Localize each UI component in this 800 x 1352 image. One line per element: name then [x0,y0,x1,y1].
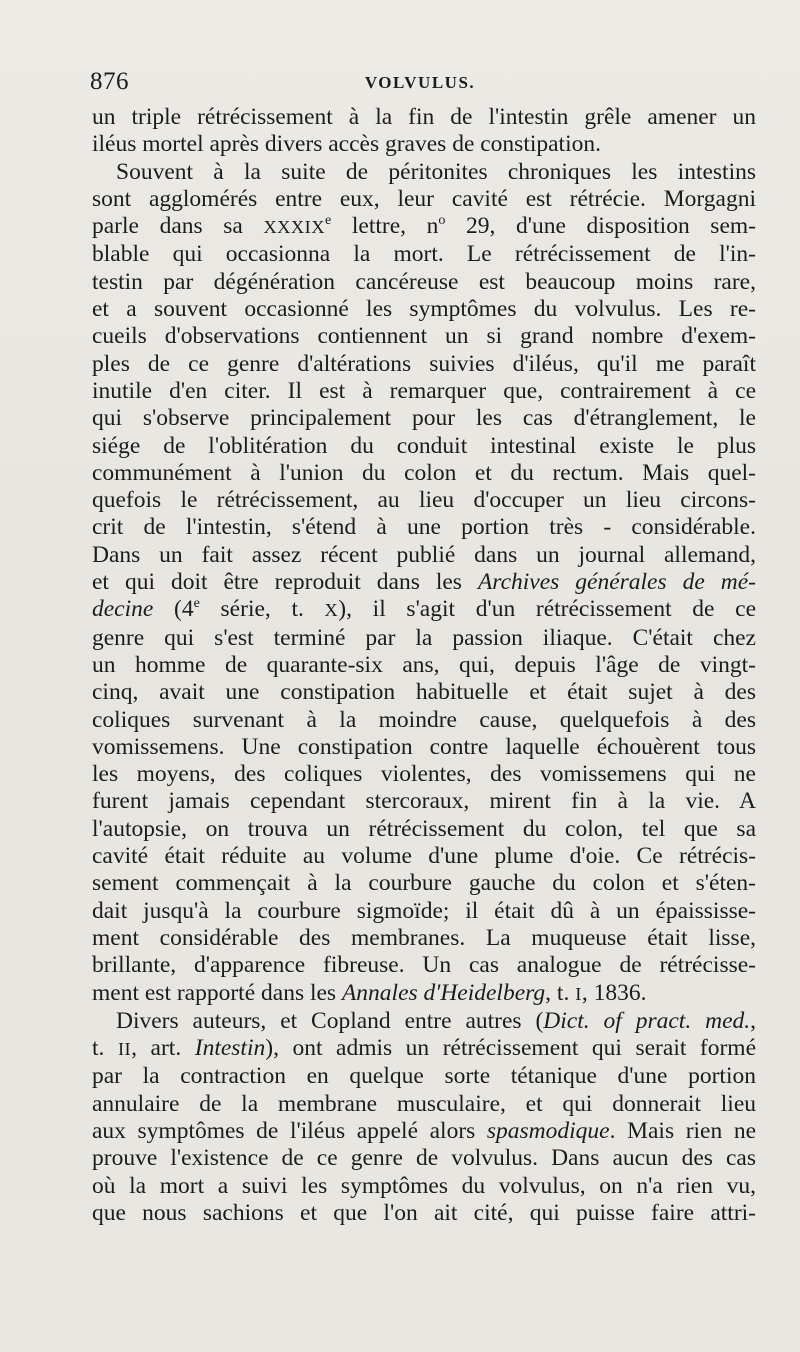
text-line [92,131,756,158]
text-line [92,351,756,378]
text-segment: coliques survenant à la moindre cause, quelquefois à des [92,706,756,733]
text-line [92,707,756,734]
roman-numeral: II [117,1039,132,1060]
text-segment: testin par dégénération cancéreuse est beaucoup moins rare, [92,268,756,295]
text-segment: genre qui s'est terminé par la passion iliaque. C'était chez [92,624,756,651]
page-header [88,68,752,102]
text-segment: cavité était réduite au volume d'une plume d'oie. Ce rétrécis- [92,843,756,870]
text-segment: lettre, n [331,213,439,240]
text-segment: crit de l'intestin, s'étend à une portion très - considérable. [92,514,756,541]
text-segment: cueils d'observations contiennent un si grand nombre d'exem- [92,323,756,350]
text-segment: t. [92,1035,118,1062]
text-line [92,186,756,213]
text-segment: ment considérable des membranes. La muqueuse était lisse, [92,924,756,951]
italic-text: Intestin [194,1035,266,1062]
body-text [92,104,756,1227]
text-line [92,652,756,679]
text-line [92,159,756,186]
text-segment: série, t. [199,596,325,623]
text-segment: , t. [545,979,576,1006]
text-segment: l'autopsie, on trouva un rétrécissement du colon, tel que sa [92,815,756,842]
text-line [92,460,756,487]
text-segment: et a souvent occasionné les symptômes du volvulus. Les re- [92,296,756,323]
text-segment: Divers auteurs, et Copland entre autres ( [116,1007,544,1034]
page-number: 876 [90,68,129,95]
text-line [92,269,756,296]
text-segment: quefois le rétrécissement, au lieu d'occuper un lieu circons- [92,487,756,514]
text-line [92,241,756,268]
text-segment: cinq, avait une constipation habituelle et était sujet à des [92,679,756,706]
text-segment: un homme de quarante-six ans, qui, depuis l'âge de vingt- [92,651,756,678]
text-line [92,323,756,350]
text-line [92,1035,756,1063]
roman-numeral: I [575,983,582,1004]
text-segment: iléus mortel après divers accès graves de constipation. [92,131,601,158]
text-segment: 29, d'une disposition sem- [445,213,756,240]
text-line [92,569,756,596]
text-segment: où la mort a suivi les symptômes du volvulus, on n'a rien vu, [92,1172,756,1199]
italic-text: Annales d'Heidelberg [341,979,546,1006]
text-line [92,1118,756,1145]
text-line [92,625,756,652]
text-segment: un triple rétrécissement à la fin de l'intestin grêle amener un [92,104,756,130]
text-line [92,925,756,952]
text-line [92,542,756,569]
text-segment: parle dans sa [92,213,264,240]
text-segment: communément à l'union du colon et du rectum. Mais quel- [92,459,756,486]
text-line [92,296,756,323]
text-line [92,378,756,405]
text-line [92,433,756,460]
text-line [92,213,756,241]
text-segment: (4 [153,596,194,623]
text-segment: blable qui occasionna la mort. Le rétrécissement de l'in- [92,241,756,268]
text-line [92,898,756,925]
roman-numeral: X [324,600,339,621]
text-line [92,596,756,624]
italic-text: Dict. of pract. med. [543,1007,751,1034]
text-segment: , art. [131,1035,195,1062]
text-line [92,679,756,706]
superscript: o [438,212,446,229]
text-segment: ment est rapporté dans les [92,979,342,1006]
text-line [92,870,756,897]
text-segment: dait jusqu'à la courbure sigmoïde; il était dû à un épaississe- [92,897,756,924]
text-segment: brillante, d'apparence fibreuse. Un cas analogue de rétrécisse- [92,952,756,979]
text-segment: ples de ce genre d'altérations suivies d'iléus, qu'il me paraît [92,350,756,377]
text-segment: furent jamais cependant stercoraux, mirent fin à la vie. A [92,788,756,815]
italic-text: decine [92,596,154,623]
text-segment: annulaire de la membrane musculaire, et qui donnerait lieu [92,1090,756,1117]
text-line [92,843,756,870]
text-line [92,734,756,761]
text-line [92,405,756,432]
text-line [92,980,756,1008]
text-segment: aux symptômes de l'iléus appelé alors [92,1117,487,1144]
text-segment: Dans un fait assez récent publié dans un journal allemand, [92,541,756,568]
text-segment: siége de l'oblitération du conduit intestinal existe le plus [92,432,756,459]
text-segment: inutile d'en citer. Il est à remarquer que, contrairement à ce [92,377,756,404]
superscript: e [325,212,332,229]
text-segment: prouve l'existence de ce genre de volvulus. Dans aucun des cas [92,1145,756,1172]
text-line [92,1091,756,1118]
text-line [92,1008,756,1035]
text-line [92,1200,756,1227]
text-line [92,487,756,514]
text-line [92,816,756,843]
superscript: e [193,595,200,612]
text-segment: et qui doit être reproduit dans les [92,569,478,596]
text-line [92,788,756,815]
text-line [92,1173,756,1200]
text-line [92,1063,756,1090]
italic-text: Archives générales de mé- [477,569,756,596]
text-line [92,761,756,788]
italic-text: spasmodique [486,1117,610,1144]
text-segment: qui s'observe principalement pour les cas d'étranglement, le [92,405,756,432]
running-title: VOLVULUS. [364,73,476,92]
text-segment: les moyens, des coliques violentes, des vomissemens qui ne [92,761,756,788]
text-line [92,514,756,541]
text-line [92,1145,756,1172]
text-segment: vomissemens. Une constipation contre laquelle échouèrent tous [92,733,756,760]
text-segment: . Mais rien ne [609,1117,756,1144]
text-segment: , [750,1007,756,1034]
roman-numeral: XXXIX [263,217,325,238]
text-segment: sement commençait à la courbure gauche du colon et s'éten- [92,870,756,897]
text-segment: par la contraction en quelque sorte tétanique d'une portion [92,1063,756,1090]
text-line [92,952,756,979]
text-segment: ), il s'agit d'un rétrécissement de ce [338,596,756,623]
text-segment: sont agglomérés entre eux, leur cavité est rétrécie. Morgagni [92,185,756,212]
text-segment: , 1836. [581,979,647,1006]
text-segment: Souvent à la suite de péritonites chroniques les intestins [116,158,756,185]
text-line [92,104,756,131]
text-segment: ), ont admis un rétrécissement qui serait formé [265,1035,757,1062]
text-segment: que nous sachions et que l'on ait cité, qui puisse faire attri- [92,1199,756,1226]
